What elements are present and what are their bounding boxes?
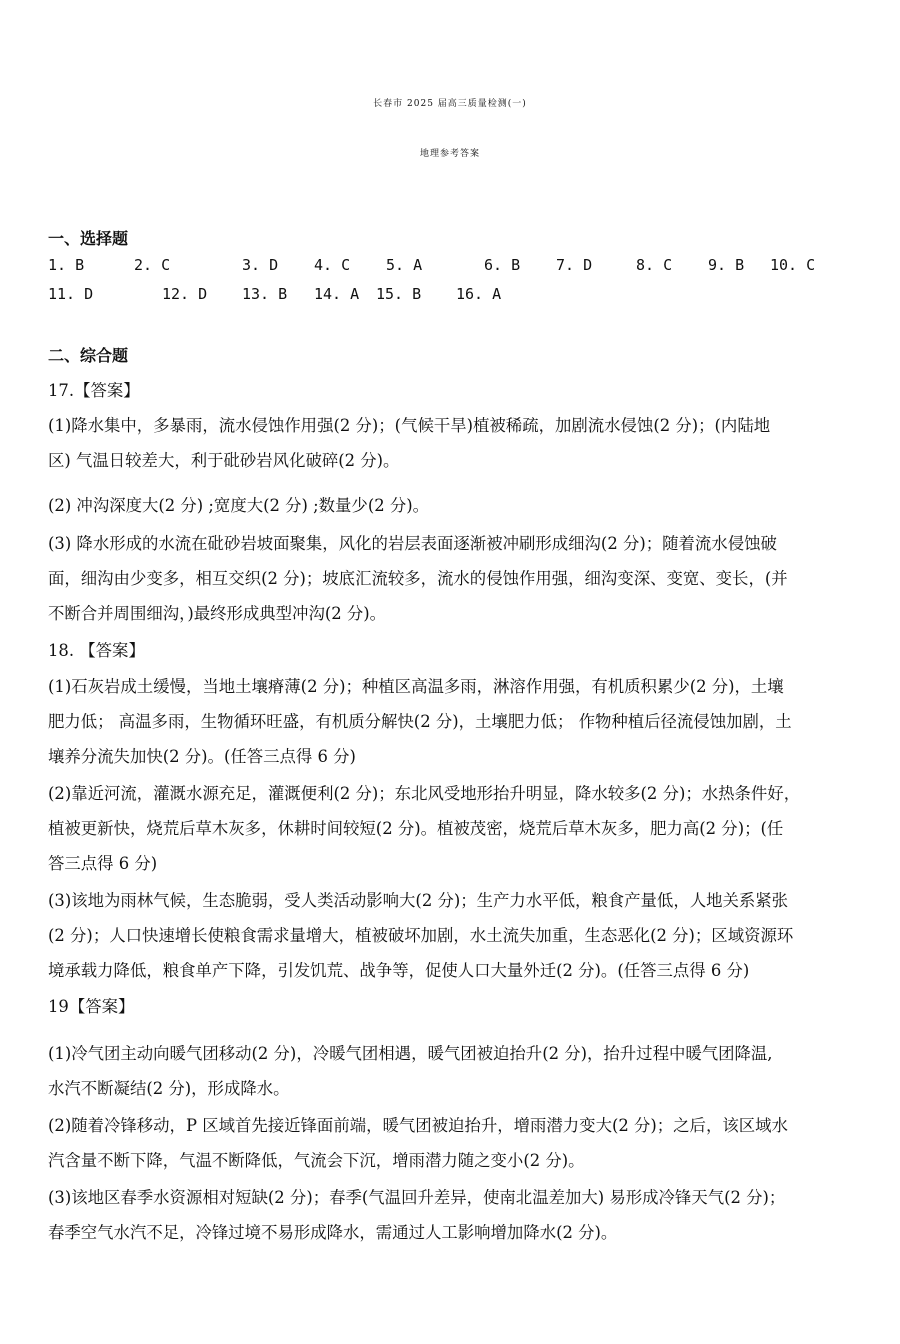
answer-row-1 (0, 256, 900, 280)
q18-line: (1)石灰岩成土缓慢，当地土壤瘠薄(2 分)；种植区高温多雨，淋溶作用强，有机质积累少(2 分)，土壤 (48, 677, 784, 696)
answer-item: 3. D (242, 256, 279, 274)
answer-row-2 (0, 285, 900, 309)
q18-answer-heading: 18. 【答案】 (48, 641, 145, 660)
answer-item: 14. A (314, 285, 360, 303)
q18-line: (3)该地为雨林气候，生态脆弱，受人类活动影响大(2 分)；生产力水平低，粮食产量低，人地关系紧张 (48, 891, 789, 910)
q17-line: 区) 气温日较差大，利于砒砂岩风化破碎(2 分)。 (48, 451, 400, 470)
answer-item: 15. B (376, 285, 422, 303)
answer-item: 9. B (708, 256, 745, 274)
page-title-line1: 长春市 2025 届高三质量检测(一) (373, 99, 527, 109)
q19-line: 水汽不断凝结(2 分)，形成降水。 (48, 1079, 290, 1098)
section-heading-comprehensive: 二、综合题 (48, 346, 129, 365)
q19-line: 春季空气水汽不足，冷锋过境不易形成降水，需通过人工影响增加降水(2 分)。 (48, 1223, 618, 1242)
q19-line: (3)该地区春季水资源相对短缺(2 分)；春季(气温回升差异，使南北温差加大) 易形成冷锋天气(2 分)； (48, 1188, 786, 1207)
q17-line: 面，细沟由少变多，相互交织(2 分)；坡底汇流较多，流水的侵蚀作用强，细沟变深、变宽、变长，(并 (48, 569, 788, 588)
answer-item: 12. D (162, 285, 208, 303)
answer-item: 8. C (636, 256, 673, 274)
answer-item: 2. C (134, 256, 171, 274)
q19-line: 汽含量不断下降，气温不断降低，气流会下沉，增雨潜力随之变小(2 分)。 (48, 1151, 585, 1170)
q18-line: (2)靠近河流，灌溉水源充足，灌溉便利(2 分)；东北风受地形抬升明显，降水较多(2 分)；水热条件好， (48, 784, 801, 803)
q19-line: (2)随着冷锋移动，P 区域首先接近锋面前端，暖气团被迫抬升，增雨潜力变大(2 分)；之后，该区域水 (48, 1116, 788, 1135)
q19-answer-heading: 19【答案】 (48, 997, 135, 1016)
page-title-line2: 地理参考答案 (419, 149, 480, 159)
answer-item: 10. C (770, 256, 816, 274)
q17-line: (1)降水集中，多暴雨，流水侵蚀作用强(2 分)；(气候干旱)植被稀疏，加剧流水侵蚀(2 分)；(内陆地 (48, 416, 771, 435)
answer-item: 16. A (456, 285, 502, 303)
answer-item: 13. B (242, 285, 288, 303)
q18-line: (2 分)；人口快速增长使粮食需求量增大，植被破坏加剧，水土流失加重，生态恶化(2 分)；区域资源环 (48, 926, 794, 945)
q17-answer-heading: 17.【答案】 (48, 381, 140, 400)
q18-line: 肥力低； 高温多雨，生物循环旺盛，有机质分解快(2 分)，土壤肥力低； 作物种植后径流侵蚀加剧，土 (48, 712, 792, 731)
q17-line: (3) 降水形成的水流在砒砂岩坡面聚集，风化的岩层表面逐渐被冲刷形成细沟(2 分)；随着流水侵蚀破 (48, 534, 777, 553)
answer-item: 5. A (386, 256, 423, 274)
section-heading-choice: 一、选择题 (48, 229, 129, 248)
q18-line: 壤养分流失加快(2 分)。(任答三点得 6 分) (48, 747, 356, 766)
q18-line: 答三点得 6 分) (48, 854, 158, 873)
answer-item: 1. B (48, 256, 85, 274)
q18-line: 境承载力降低，粮食单产下降，引发饥荒、战争等，促使人口大量外迁(2 分)。(任答三点得 6 分) (48, 961, 750, 980)
q18-line: 植被更新快，烧荒后草木灰多，休耕时间较短(2 分)。植被茂密，烧荒后草木灰多，肥力高(2 分)；(任 (48, 819, 784, 838)
q17-line: (2) 冲沟深度大(2 分) ;宽度大(2 分) ;数量少(2 分)。 (48, 496, 430, 515)
answer-item: 7. D (556, 256, 593, 274)
answer-item: 11. D (48, 285, 94, 303)
answer-item: 4. C (314, 256, 351, 274)
answer-item: 6. B (484, 256, 521, 274)
q17-line: 不断合并周围细沟，)最终形成典型冲沟(2 分)。 (48, 604, 387, 623)
q19-line: (1)冷气团主动向暖气团移动(2 分)，冷暖气团相遇，暖气团被迫抬升(2 分)，抬升过程中暖气团降温, (48, 1044, 773, 1063)
